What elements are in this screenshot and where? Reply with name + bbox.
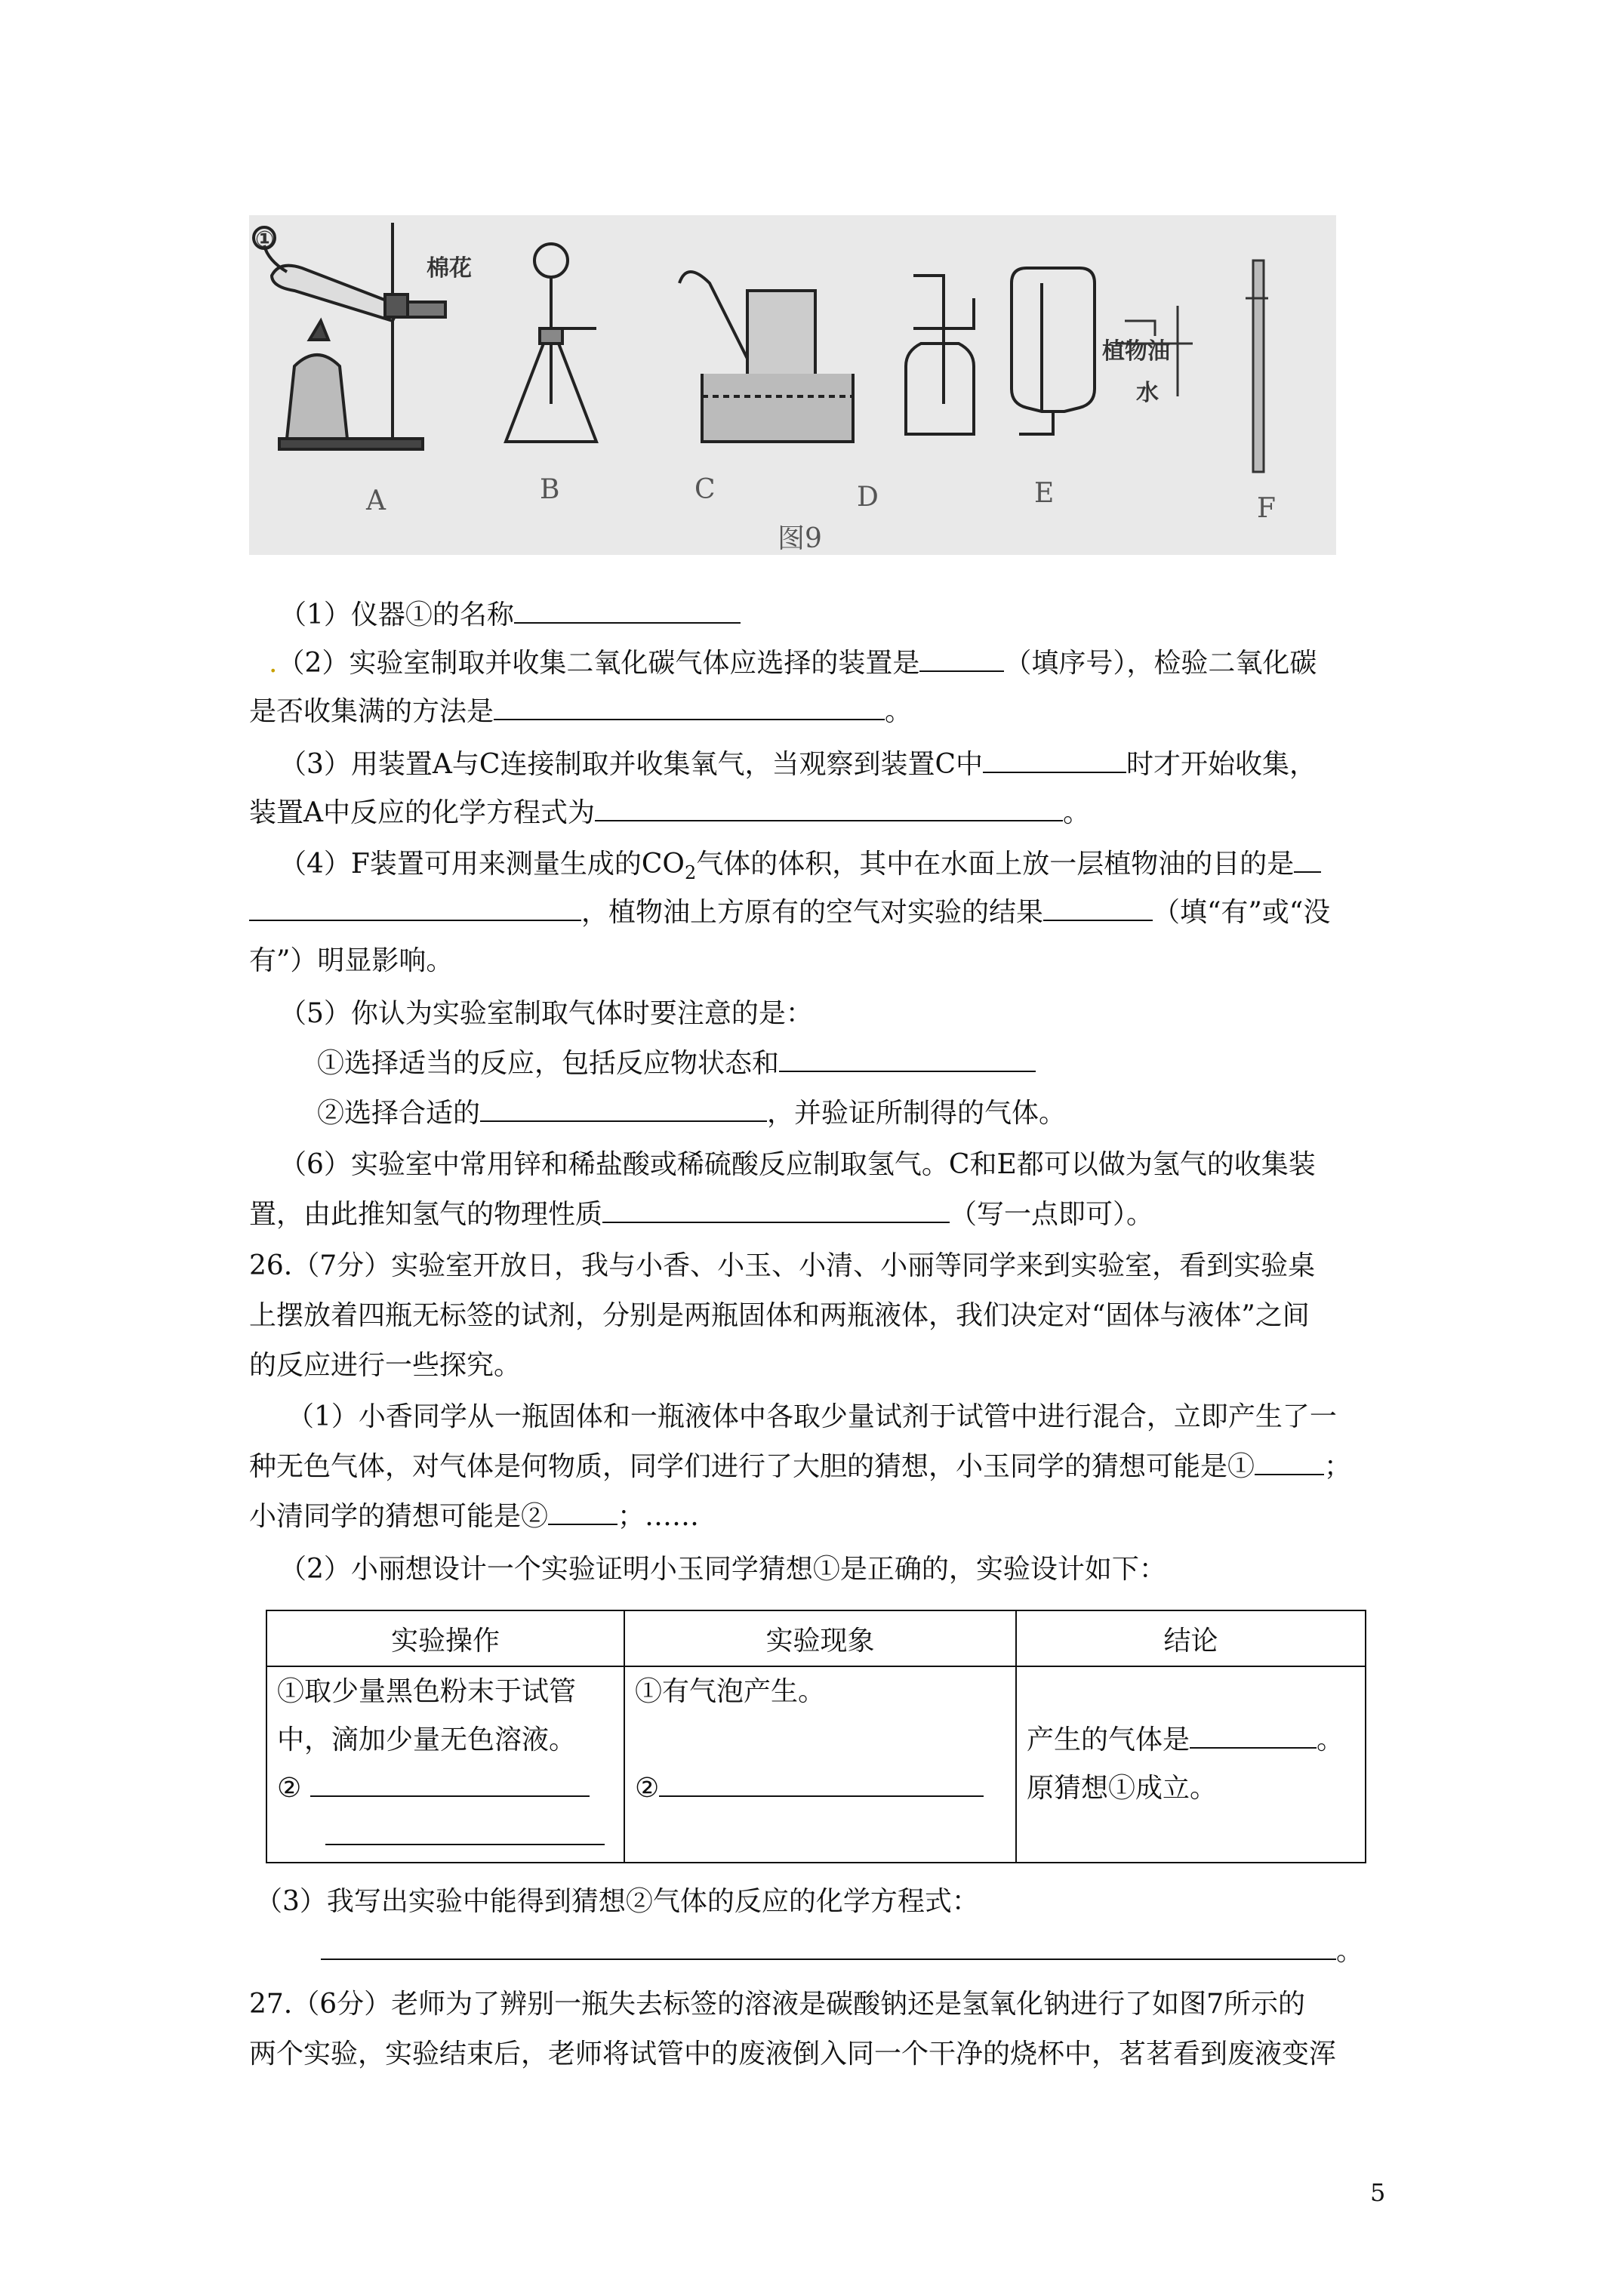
answer-blank[interactable] [325,1815,605,1845]
answer-blank[interactable] [1294,843,1321,873]
answer-blank[interactable] [595,791,1063,821]
apparatus-e [1012,268,1095,434]
q26-s1-line1: （1）小香同学从一瓶固体和一瓶液体中各取少量试剂于试管中进行混合，立即产生了一 [287,1401,1337,1432]
q26-s1-line3: 小清同学的猜想可能是② ；…… [249,1495,699,1533]
q27-line2: 两个实验，实验结束后，老师将试管中的废液倒入同一个干净的烧杯中，茗茗看到废液变浑 [249,2039,1337,2069]
answer-blank[interactable] [494,690,885,720]
q27-line1: 27.（6分）老师为了辨别一瓶失去标签的溶液是碳酸钠还是氢氧化钠进行了如图7所示的 [249,1989,1306,2020]
q26-s2: （2）小丽想设计一个实验证明小玉同学猜想①是正确的，实验设计如下： [279,1554,1166,1585]
answer-blank[interactable] [602,1193,950,1223]
apparatus-d [906,276,974,434]
answer-blank[interactable] [659,1767,984,1797]
phenomenon-cell: ①有气泡产生。 ② [624,1666,1016,1863]
q26-intro-line1: 26.（7分）实验室开放日，我与小香、小玉、小清、小丽等同学来到实验室，看到实验桌 [249,1250,1316,1281]
table-header: 实验操作 [266,1610,624,1666]
answer-blank[interactable] [1255,1445,1324,1475]
q25-part5-item2: ②选择合适的 ，并验证所制得的气体。 [317,1092,1066,1130]
conclusion-cell: 产生的气体是 。 原猜想①成立。 [1016,1666,1366,1863]
answer-blank[interactable] [1043,891,1153,921]
q26-s3: （3）我写出实验中能得到猜想②气体的反应的化学方程式： [255,1886,979,1917]
answer-blank[interactable] [249,891,581,921]
q25-part2-line2: 是否收集满的方法是 。 [249,690,912,729]
table-header: 结论 [1016,1610,1366,1666]
figure-label-a: A [366,485,386,516]
answer-blank[interactable] [779,1042,1036,1072]
figure-oil-label: 植物油 [1102,338,1170,365]
q25-part5: （5）你认为实验室制取气体时要注意的是： [279,998,813,1029]
answer-blank[interactable] [514,593,741,624]
figure-cotton-label: 棉花 [427,255,472,282]
answer-blank[interactable] [983,743,1126,773]
figure-caption: 图9 [778,523,822,554]
dot-mark: . [269,648,278,679]
q26-intro-line2: 上摆放着四瓶无标签的试剂，分别是两瓶固体和两瓶液体，我们决定对“固体与液体”之间 [249,1300,1310,1331]
answer-blank[interactable] [321,1930,1336,1960]
operation-cell: ①取少量黑色粉末于试管 中，滴加少量无色溶液。 ② [266,1666,624,1863]
table-row [266,1666,1366,1863]
figure-label-c: C [694,474,716,505]
q25-part5-item1: ①选择适当的反应，包括反应物状态和 [317,1042,1036,1080]
apparatus-f [1117,260,1268,472]
answer-blank[interactable] [480,1092,767,1122]
q25-part3-line1: （3）用装置A与C连接制取并收集氧气，当观察到装置C中 时才开始收集， [279,743,1317,781]
apparatus-a [254,223,445,449]
q25-part4-line3: 有”）明显影响。 [249,945,454,976]
apparatus-c [679,272,853,442]
q26-s1-line2: 种无色气体，对气体是何物质，同学们进行了大胆的猜想，小玉同学的猜想可能是① ； [249,1445,1351,1484]
figure-label-e: E [1034,478,1055,509]
answer-blank[interactable] [1190,1718,1317,1749]
table-header-row [266,1610,1366,1666]
apparatus-figure [249,215,1336,555]
q26-s3-answer: 。 [321,1930,1363,1968]
figure-label-b: B [540,474,560,505]
apparatus-b [506,244,596,442]
figure-circle-label: ① [255,227,275,253]
answer-blank[interactable] [548,1495,617,1525]
q26-intro-line3: 的反应进行一些探究。 [249,1350,522,1381]
page-number: 5 [1370,2178,1386,2207]
q25-part4-line1: （4）F装置可用来测量生成的$CO_2$气体的体积，其中在水面上放一层植物油的目的是 [279,843,1321,883]
q25-part4-line2: ，植物油上方原有的空气对实验的结果 （填“有”或“没 [249,891,1330,929]
q25-part6-line2: 置，由此推知氢气的物理性质 （写一点即可）。 [249,1193,1153,1231]
q25-part2-line1: .（2）实验室制取并收集二氧化碳气体应选择的装置是 （填序号），检验二氧化碳 [269,642,1317,680]
figure-label-f: F [1257,493,1276,524]
experiment-table [266,1610,1366,1863]
table-header: 实验现象 [624,1610,1016,1666]
q25-part1: （1）仪器①的名称 [279,593,741,632]
figure-label-d: D [857,482,879,513]
q25-part6-line1: （6）实验室中常用锌和稀盐酸或稀硫酸反应制取氢气。C和E都可以做为氢气的收集装 [279,1149,1316,1180]
q25-part3-line2: 装置A中反应的化学方程式为 。 [249,791,1090,830]
figure-water-label: 水 [1136,380,1159,406]
answer-blank[interactable] [919,642,1004,672]
answer-blank[interactable] [310,1767,590,1797]
